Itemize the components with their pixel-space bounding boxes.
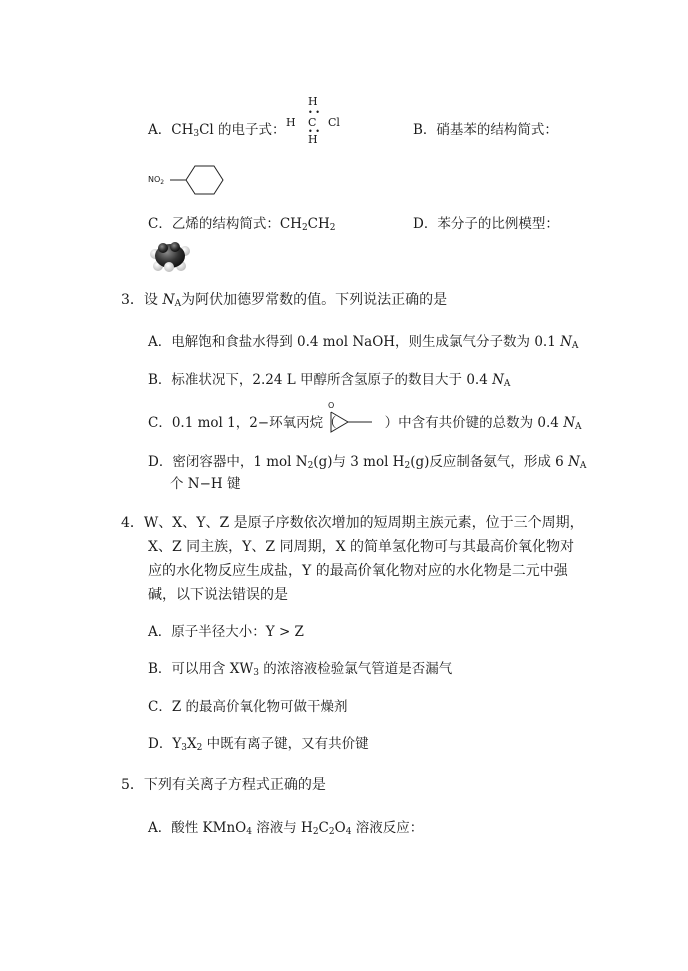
q2-option-c: C．乙烯的结构简式：$CH_2CH_2$ xyxy=(148,216,336,233)
q4-option-a: A．原子半径大小：Y > Z xyxy=(148,624,304,640)
q3-option-a: A．电解饱和食盐水得到 0.4 mol NaOH，则生成氯气分子数为 0.1 $N_A$ xyxy=(148,334,579,351)
q2-option-d: D．苯分子的比例模型： xyxy=(413,216,559,232)
q4-stem-line3: 应的水化物反应生成盐，Y 的最高价氧化物对应的水化物是二元中强 xyxy=(148,563,568,579)
lewis-dots-bottom: • • xyxy=(308,127,320,136)
epoxide-oxygen-label: O xyxy=(328,401,335,410)
q3-option-d-cont: 个 N−H 键 xyxy=(170,476,241,492)
q3-option-d: D．密闭容器中，1 mol $N_2(g)$与 3 mol $H_2(g)$反应制备氨气，形成 6 $N_A$ xyxy=(148,454,587,471)
lewis-cl: Cl xyxy=(328,116,340,129)
q4-option-d: D．$Y_3X_2$ 中既有离子键，又有共价键 xyxy=(148,736,369,753)
q4-stem-line2: X、Z 同主族，Y、Z 同周期，X 的简单氢化物可与其最高价氧化物对 xyxy=(148,539,574,555)
q4-option-c: C．Z 的最高价氧化物可做干燥剂 xyxy=(148,699,348,715)
q5-option-a: A．酸性 KMnO$_4$ 溶液与 $H_2C_2O_4$ 溶液反应： xyxy=(148,820,424,837)
lewis-dots-top: • • xyxy=(308,108,320,117)
q2-option-a: A．$CH_3Cl$ 的电子式： xyxy=(148,122,286,139)
ch3cl-lewis-structure xyxy=(284,96,354,148)
lewis-h-left: H xyxy=(286,116,296,129)
q5-stem: 5．下列有关离子方程式正确的是 xyxy=(121,777,326,793)
nitrobenzene-structure xyxy=(148,163,238,203)
nitro-group-label: $NO_2$ xyxy=(148,175,165,186)
lewis-h-top: H xyxy=(308,95,318,108)
epoxypropane-structure xyxy=(324,401,376,435)
q3-option-b: B．标准状况下，2.24 L 甲醇所含氢原子的数目大于 0.4 $N_A$ xyxy=(148,372,511,389)
q4-option-b: B．可以用含 $XW_3$ 的浓溶液检验氯气管道是否漏气 xyxy=(148,661,453,678)
q4-stem-line1: 4．W、X、Y、Z 是原子序数依次增加的短周期主族元素，位于三个周期， xyxy=(121,515,584,531)
benzene-ring-icon xyxy=(148,163,238,203)
q3-stem: 3．设 $N_A$为阿伏加德罗常数的值。下列说法正确的是 xyxy=(121,292,448,309)
q3-option-c: C．0.1 mol 1，2−环氧丙烷（ ）中含有共价键的总数为 0.4 $N_A$ xyxy=(148,415,582,432)
benzene-space-filling-model xyxy=(145,236,195,276)
q2-option-b: B．硝基苯的结构简式： xyxy=(413,122,558,138)
q4-stem-line4: 碱，以下说法错误的是 xyxy=(148,587,288,603)
lewis-h-bottom: H xyxy=(308,133,318,146)
epoxide-ring-icon xyxy=(324,401,376,435)
lewis-c: C xyxy=(308,116,317,129)
